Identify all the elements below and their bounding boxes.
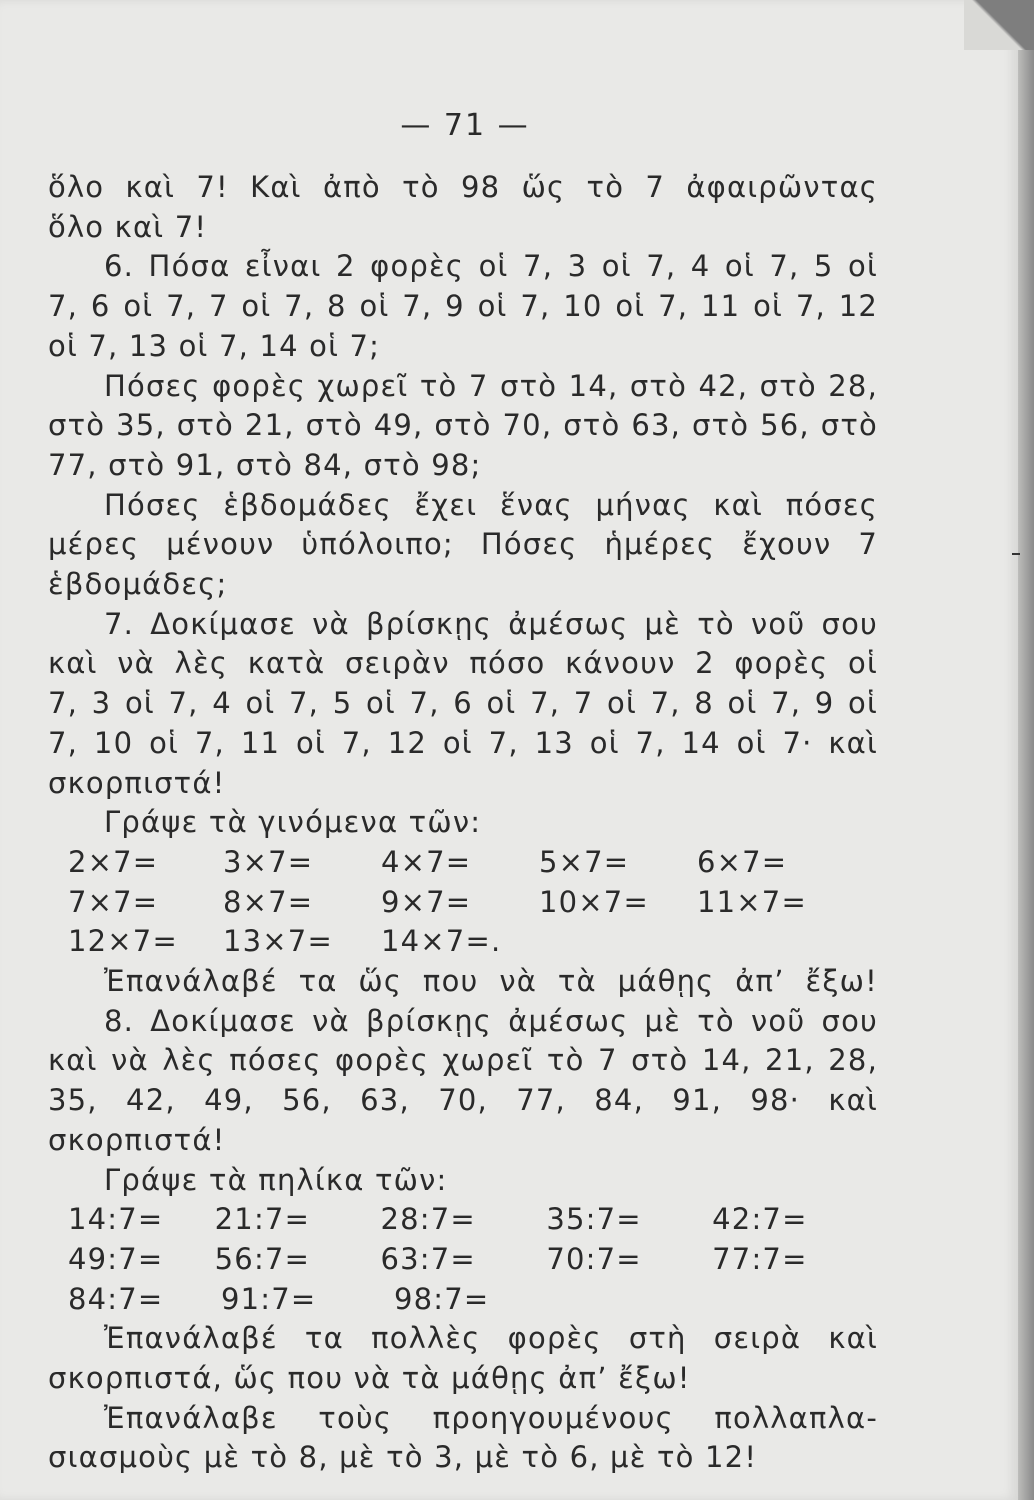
- text-line: Γράψε τὰ πηλίκα τῶν:: [104, 1162, 448, 1197]
- equation-row: [48, 1240, 878, 1280]
- product-equation: 11×7=: [697, 884, 807, 919]
- quotient-equation: 21:7=: [214, 1202, 311, 1237]
- products-grid: [48, 843, 878, 962]
- quotient-equation: 77:7=: [712, 1241, 808, 1276]
- margin-mark: [1012, 553, 1020, 555]
- text-line: σκορπιστά!: [48, 765, 226, 800]
- quotients-grid: [48, 1200, 878, 1319]
- quotient-equation: 49:7=: [68, 1241, 164, 1276]
- quotient-equation: 91:7=: [221, 1281, 317, 1316]
- equation-row: [48, 843, 878, 883]
- text-line: ὅλο καὶ 7!: [48, 209, 208, 244]
- text-line: Ἐπανάλαβέ τα ὥς που νὰ τὰ μάθῃς ἀπ’ ἔξω!: [104, 964, 878, 999]
- text-line: 6. Πόσα εἶναι 2 φορὲς οἱ 7, 3 οἱ 7, 4 οἱ 7, 5 οἱ: [104, 249, 878, 284]
- text-line: 35, 42, 49, 56, 63, 70, 77, 84, 91, 98· καὶ σκορπιστά!: [48, 1083, 878, 1157]
- text-line: καὶ νὰ λὲς πόσες φορὲς χωρεῖ τὸ 7 στὸ 14, 21, 28,: [48, 1043, 878, 1078]
- product-equation: 5×7=: [539, 844, 630, 879]
- text-line: Ἐπανάλαβέ τα πολλὲς φορὲς στὴ σειρὰ καὶ: [104, 1321, 878, 1356]
- section-repeat: [48, 1319, 878, 1478]
- product-equation: 13×7=: [223, 924, 333, 959]
- quotient-equation: 14:7=: [68, 1202, 164, 1237]
- product-equation: 2×7=: [68, 844, 159, 879]
- quotient-equation: 35:7=: [546, 1202, 642, 1237]
- text-line: σκορπιστά, ὥς που νὰ τὰ μάθῃς ἀπ’ ἔξω!: [48, 1361, 691, 1395]
- page-text: [48, 168, 878, 1478]
- product-equation: 3×7=: [223, 844, 314, 879]
- text-line: Ἐπανάλαβε τοὺς προηγουμένους πολλαπλα-: [104, 1400, 878, 1435]
- text-line: 77, στὸ 91, στὸ 84, στὸ 98;: [48, 447, 482, 482]
- text-line: ἑβδομάδες;: [48, 567, 228, 602]
- quotient-equation: 28:7=: [380, 1202, 476, 1237]
- text-line: σιασμοὺς μὲ τὸ 8, μὲ τὸ 3, μὲ τὸ 6, μὲ τὸ 12!: [48, 1440, 758, 1475]
- quotient-equation: 56:7=: [214, 1241, 311, 1276]
- text-line: 8. Δοκίμασε νὰ βρίσκῃς ἀμέσως μὲ τὸ νοῦ σου: [104, 1003, 878, 1038]
- quotient-equation: 98:7=: [394, 1281, 490, 1316]
- text-line: 7, 10 οἱ 7, 11 οἱ 7, 12 οἱ 7, 13 οἱ 7, 14 οἱ 7· καὶ: [48, 725, 878, 760]
- product-equation: 14×7=.: [381, 924, 502, 959]
- text-line: οἱ 7, 13 οἱ 7, 14 οἱ 7;: [48, 328, 381, 363]
- text-line: Γράψε τὰ γινόμενα τῶν:: [104, 805, 482, 840]
- text-line: καὶ νὰ λὲς κατὰ σειρὰν πόσο κάνουν 2 φορὲς οἱ: [48, 646, 878, 681]
- product-equation: 4×7=: [381, 844, 472, 879]
- equation-row: [48, 883, 878, 923]
- text-line: στὸ 35, στὸ 21, στὸ 49, στὸ 70, στὸ 63, στὸ 56, στὸ: [48, 408, 878, 443]
- text-line: 7, 6 οἱ 7, 7 οἱ 7, 8 οἱ 7, 9 οἱ 7, 10 οἱ 7, 11 οἱ 7, 12: [48, 289, 878, 324]
- product-equation: 12×7=: [68, 924, 178, 959]
- text-line: 7. Δοκίμασε νὰ βρίσκῃς ἀμέσως μὲ τὸ νοῦ σου: [104, 606, 878, 641]
- product-equation: 10×7=: [539, 884, 649, 919]
- quotient-equation: 63:7=: [380, 1241, 476, 1276]
- page-edge-shadow: [1018, 0, 1034, 1500]
- equation-row: [48, 922, 878, 962]
- product-equation: 9×7=: [381, 884, 472, 919]
- equation-row: [48, 1280, 878, 1320]
- page-number: — 71 —: [400, 108, 530, 143]
- quotient-equation: 70:7=: [546, 1241, 642, 1276]
- section-exercise-8: [48, 962, 878, 1200]
- equation-row: [48, 1200, 878, 1240]
- text-line: 7, 3 οἱ 7, 4 οἱ 7, 5 οἱ 7, 6 οἱ 7, 7 οἱ 7, 8 οἱ 7, 9 οἱ: [48, 686, 878, 721]
- text-line: Πόσες ἑβδομάδες ἔχει ἕνας μήνας καὶ πόσες: [104, 487, 878, 522]
- page-corner-fold: [964, 0, 1034, 50]
- product-equation: 8×7=: [223, 884, 314, 919]
- quotient-equation: 84:7=: [68, 1281, 164, 1316]
- text-line: ὅλο καὶ 7! Καὶ ἀπὸ τὸ 98 ὥς τὸ 7 ἀφαιρῶντας: [48, 170, 878, 204]
- text-line: Πόσες φορὲς χωρεῖ τὸ 7 στὸ 14, στὸ 42, στὸ 28,: [104, 368, 878, 403]
- product-equation: 7×7=: [68, 884, 159, 919]
- section-exercise-6-7: [48, 168, 878, 843]
- quotient-equation: 42:7=: [712, 1202, 808, 1237]
- product-equation: 6×7=: [697, 844, 788, 879]
- text-line: μέρες μένουν ὑπόλοιπο; Πόσες ἡμέρες ἔχουν 7: [48, 527, 878, 562]
